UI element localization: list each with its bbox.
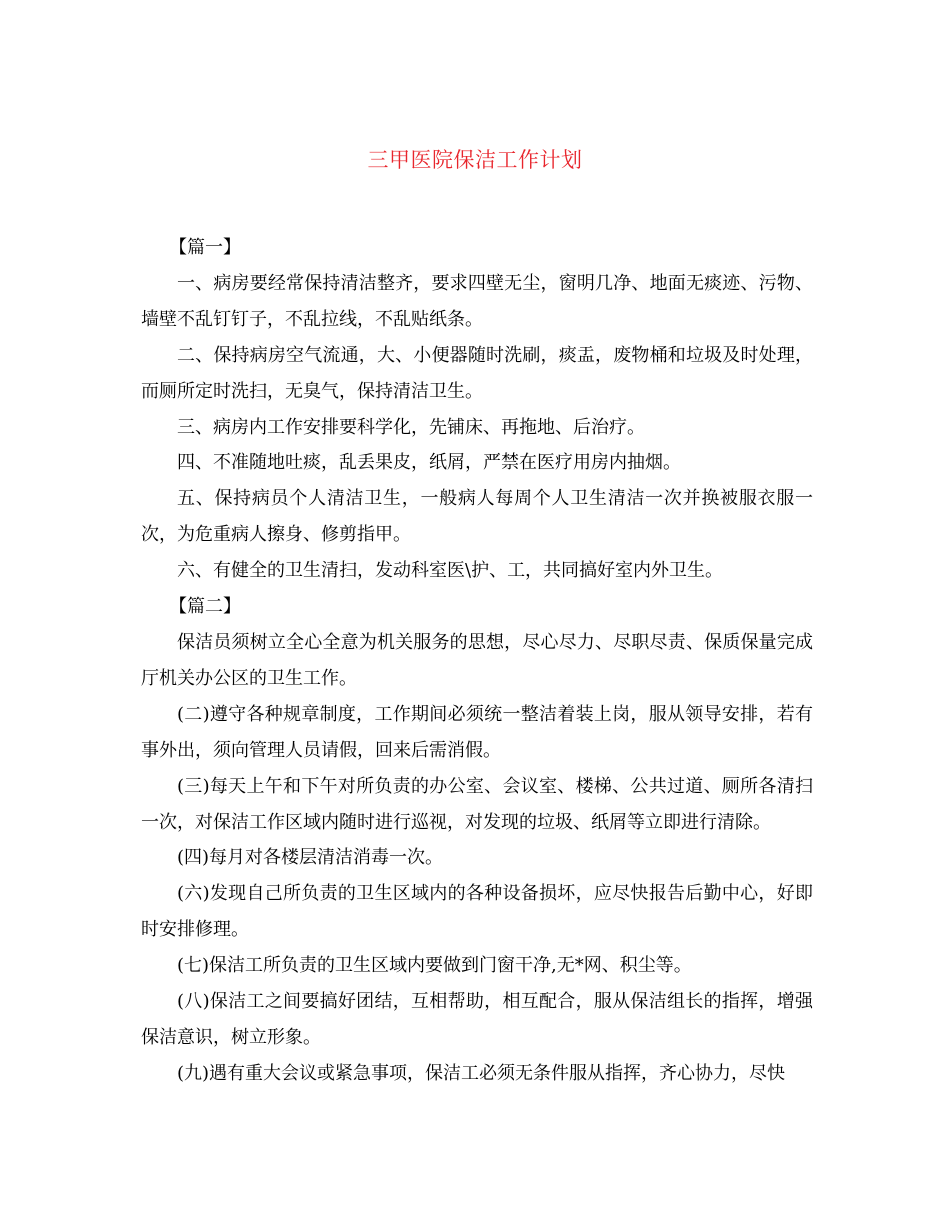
paragraph: (八)保洁工之间要搞好团结，互相帮助，相互配合，服从保洁组长的指挥，增强保洁意识，树立形象。 — [141, 991, 813, 1048]
paragraph: (二)遵守各种规章制度，工作期间必须统一整洁着装上岗，服从领导安排，若有事外出，须向管理人员请假，回来后需消假。 — [141, 703, 813, 761]
paragraph: 六、有健全的卫生清扫，发动科室医\护、工，共同搞好室内外卫生。 — [177, 560, 724, 582]
paragraph: (四)每月对各楼层清洁消毒一次。 — [177, 847, 444, 869]
paragraph: 五、保持病员个人清洁卫生，一般病人每周个人卫生清洁一次并换被服衣服一次，为危重病人擦身、修剪指甲。 — [141, 488, 813, 546]
section-heading-1: 【篇一】 — [169, 237, 241, 258]
document-body — [141, 230, 813, 1092]
section-heading-2: 【篇二】 — [169, 596, 241, 618]
paragraph: (九)遇有重大会议或紧急事项，保洁工必须无条件服从指挥，齐心协力，尽快 — [177, 1062, 786, 1084]
paragraph: 一、病房要经常保持清洁整齐，要求四壁无尘，窗明几净、地面无痰迹、污物、墙壁不乱钉钉子，不乱拉线，不乱贴纸条。 — [141, 272, 813, 330]
paragraph: 保洁员须树立全心全意为机关服务的思想，尽心尽力、尽职尽责、保质保量完成厅机关办公区的卫生工作。 — [141, 631, 813, 689]
paragraph: (六)发现自己所负责的卫生区域内的各种设备损坏，应尽快报告后勤中心，好即时安排修理。 — [141, 883, 813, 941]
paragraph: 三、病房内工作安排要科学化，先铺床、再拖地、后治疗。 — [177, 416, 645, 438]
paragraph: (七)保洁工所负责的卫生区域内要做到门窗干净,无*网、积尘等。 — [177, 955, 692, 977]
paragraph: 二、保持病房空气流通，大、小便器随时洗刷，痰盂，废物桶和垃圾及时处理，而厕所定时洗扫，无臭气，保持清洁卫生。 — [141, 344, 813, 402]
document-title: 三甲医院保洁工作计划 — [367, 148, 583, 172]
paragraph: 四、不准随地吐痰，乱丢果皮，纸屑，严禁在医疗用房内抽烟。 — [177, 452, 681, 474]
paragraph: (三)每天上午和下午对所负责的办公室、会议室、楼梯、公共过道、厕所各清扫一次，对保洁工作区域内随时进行巡视，对发现的垃圾、纸屑等立即进行清除。 — [141, 775, 813, 833]
